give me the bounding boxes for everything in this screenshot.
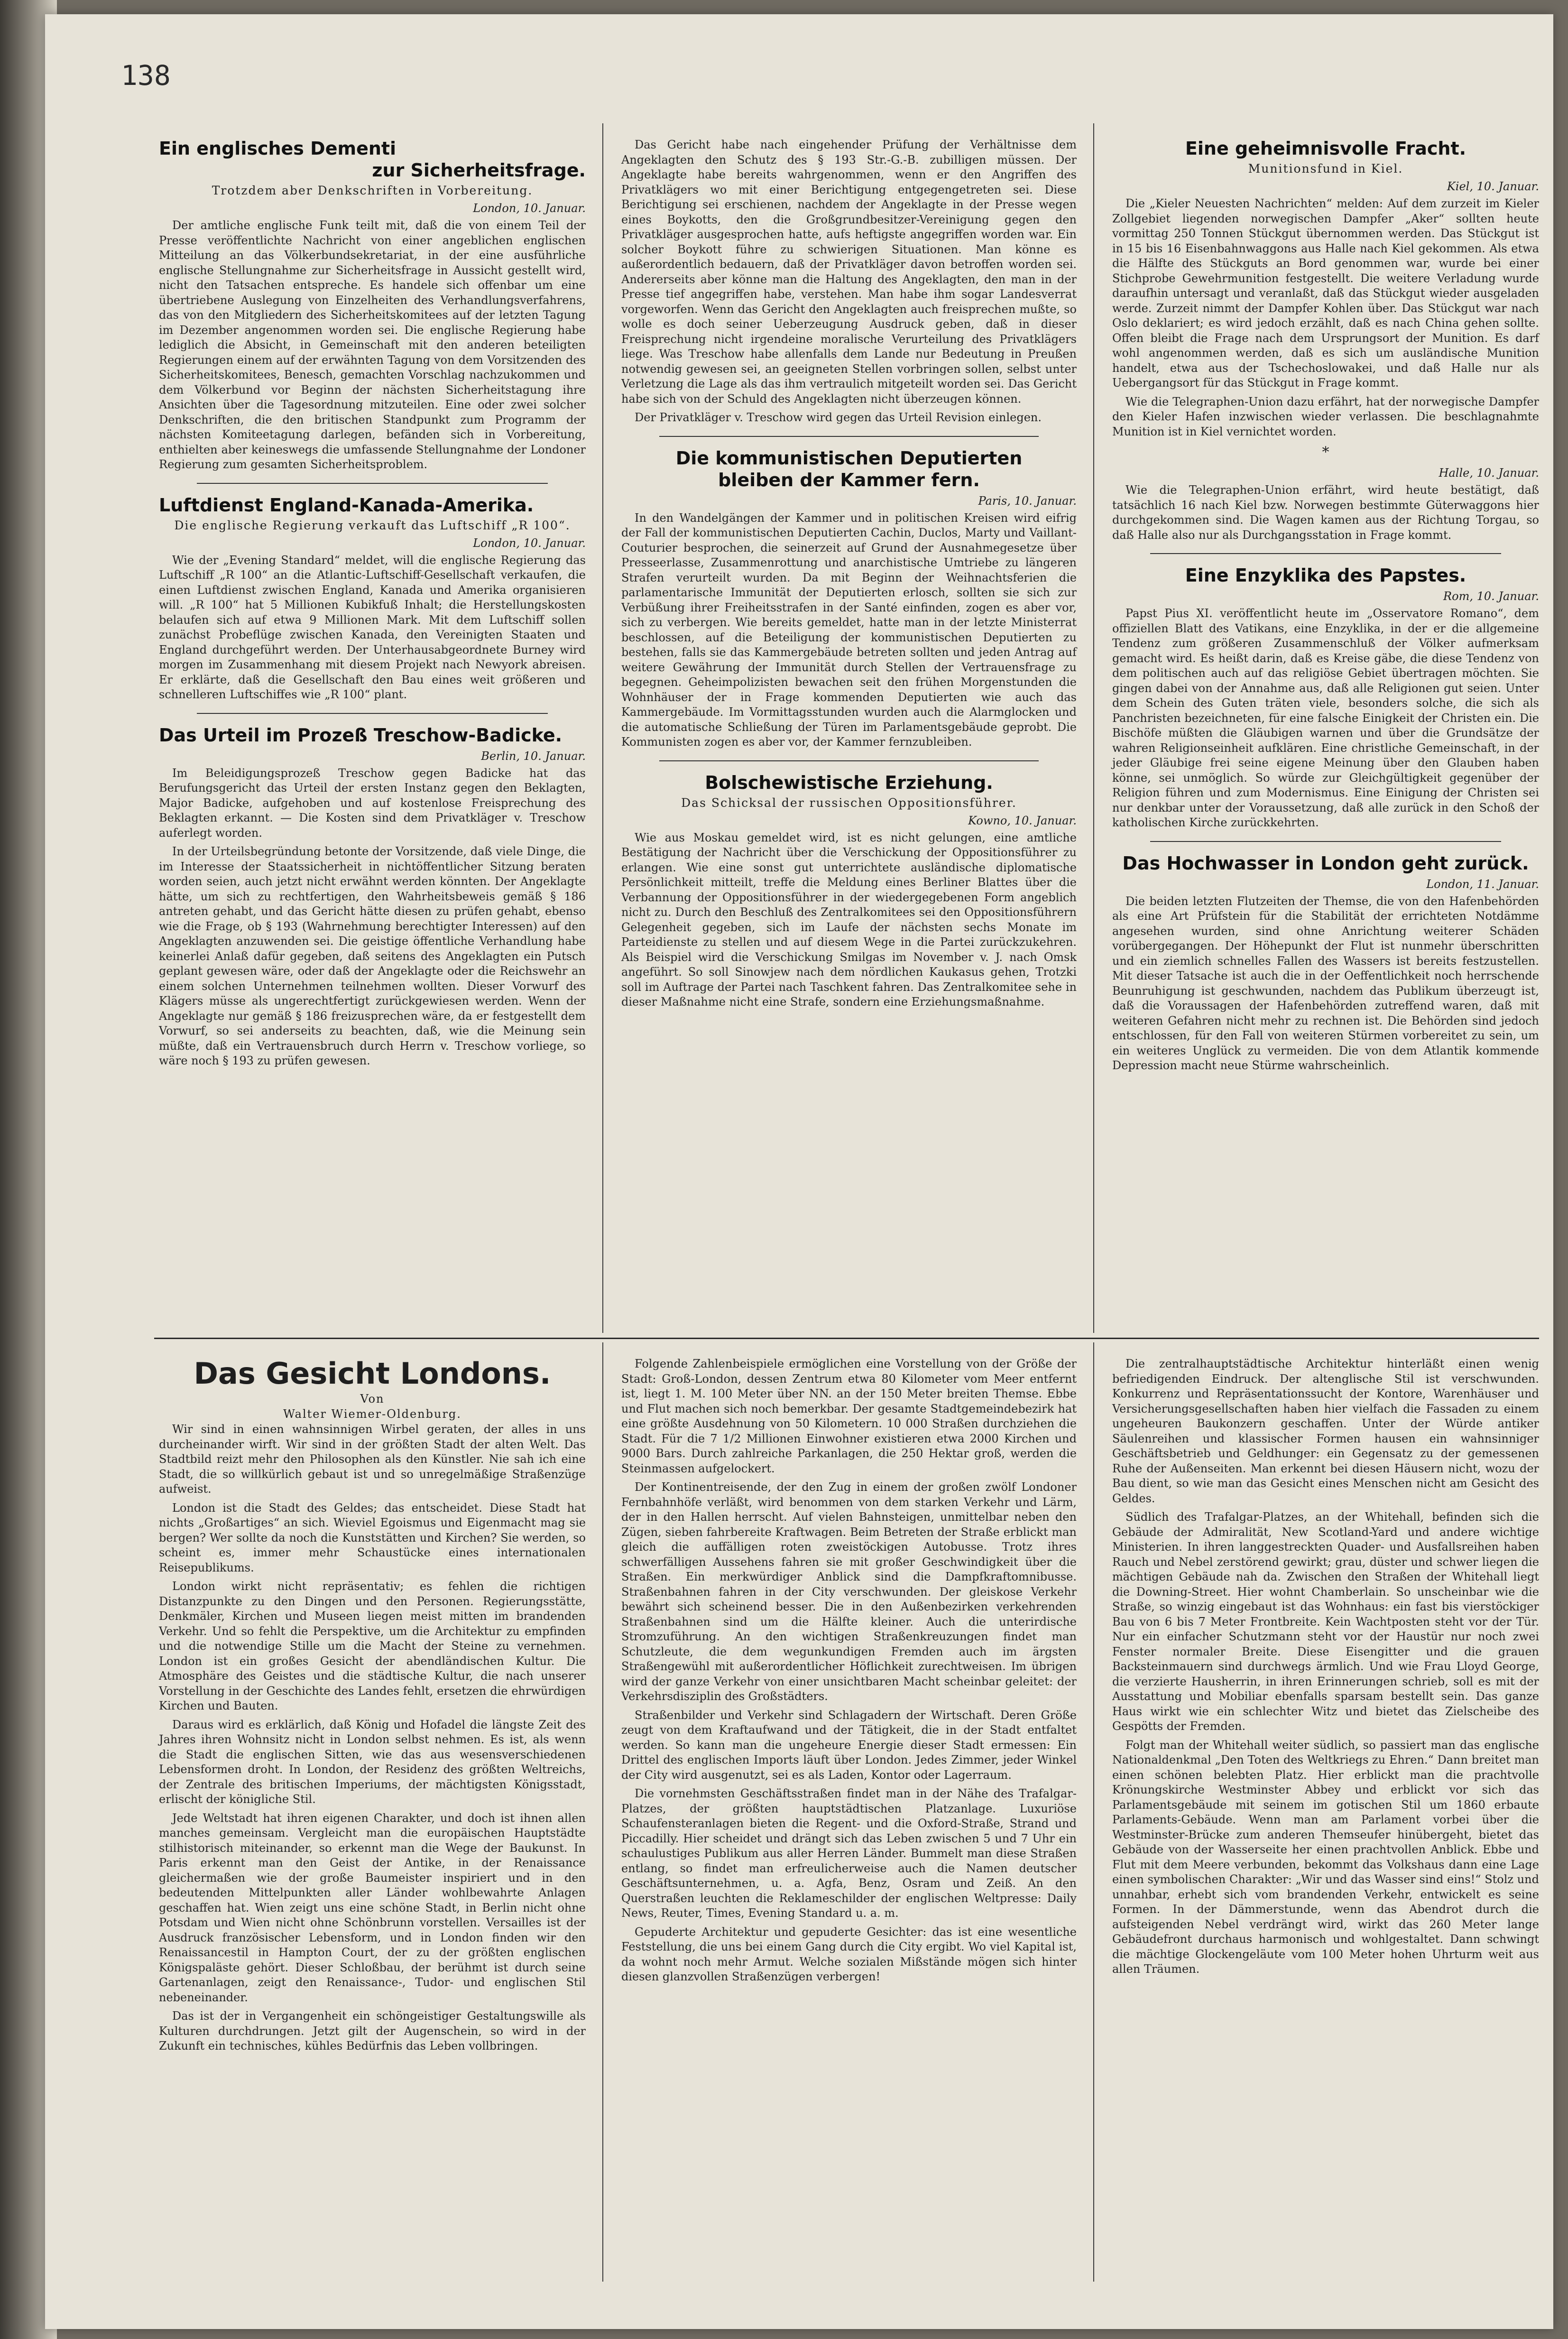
feuilleton-paragraph: Die vornehmsten Geschäftsstraßen findet man in der Nähe des Trafalgar-Platzes, der größten hauptstädtischen Platzanlage. Luxuriöse Schaufensteranlagen bieten die Regent- und die Oxford-Straße, Strand und Piccadilly. Hier scheidet und drängt sich das Leben zwischen 5 und 7 Uhr ein schaulustiges Publikum aus aller Herren Länder. Bummelt man diese Straßen entlang, so findet man erfreulicherweise auch die Namen deutscher Geschäftsunternehmen, u. a. Agfa, Benz, Osram und Zeiß. An den Querstraßen leuchten die Reklameschilder der englischen Weltpresse: Daily News, Reuter, Times, Evening Standard u. a. m. (621, 1787, 1077, 1920)
article-text-hochwasser: Die beiden letzten Flutzeiten der Themse, die von den Hafenbehörden als eine Art Prüfstein für die Stabilität der errichteten Notdämme angesehen wurden, sind ohne Anrichtung weiterer Schäden vorübergegangen. Der Höhepunkt der Flut ist nunmehr überschritten und ein ziemlich schnelles Fallen des Wassers ist bereits festzustellen. Mit dieser Tatsache ist auch die in der Oeffentlichkeit noch herrschende Beunruhigung ist geschwunden, nachdem das Publikum überzeugt ist, daß die Voraussagen der Hafenbehörden zutreffend waren, daß mit weiteren Gefahren nicht mehr zu rechnen ist. Die Behörden sind jedoch entschlossen, für den Fall von weiteren Stürmen vorbereitet zu sein, um ein weiteres Unglück zu vermeiden. Die von dem Atlantik kommende Depression macht neue Stürme wahrscheinlich. (1112, 894, 1539, 1072)
headline-urteil: Das Urteil im Prozeß Treschow-Badicke. (159, 724, 563, 746)
column-rule-4 (1093, 1342, 1094, 2282)
dateline-hochwasser: London, 11. Januar. (1426, 877, 1539, 891)
subtitle-fracht: Munitionsfund in Kiel. (1248, 162, 1403, 176)
subtitle-dementi: Trotzdem aber Denkschriften in Vorbereitung. (212, 184, 533, 197)
asterisk-divider: * (1322, 444, 1329, 461)
feuilleton-paragraph: London wirkt nicht repräsentativ; es fehlen die richtigen Distanzpunkte zu den Dingen und den Personen. Regierungsstätte, Denkmäler, Kirchen und Museen liegen meist mitten im brandenden Verkehr. Und so fehlt die Perspektive, um die Architektur zu empfinden und die notwendige Stille um die Macht der Steine zu vernehmen. London ist ein großes Gesicht der abendländischen Kultur. Die Atmosphäre des Geistes und die städtische Kultur, die nach unserer Vorstellung in der Geschichte des Landes fehlt, ersetzen die ehrwürdigen Kirchen und Bauten. (159, 1580, 586, 1712)
byline-von: Von (360, 1392, 385, 1405)
column-3 (1112, 138, 1539, 1077)
article-text-fracht-2: Wie die Telegraphen-Union dazu erfährt, hat der norwegische Dampfer den Kieler Hafen inzwischen wieder verlassen. Die beschlagnahmte Munition ist in Kiel vernichtet worden. (1112, 395, 1539, 438)
newspaper-page (45, 14, 1553, 2329)
article-text-erziehung: Wie aus Moskau gemeldet wird, ist es nicht gelungen, eine amtliche Bestätigung der Nachricht über die Verschickung der Oppositionsführer zu erlangen. Wie eine sonst gut unterrichtete ausländische diplomatische Persönlichkeit mitteilt, treffe die Meldung eines Berliner Blattes über die Verbannung der Oppositionsführer in der wiedergegebenen Form angeblich nicht zu. Durch den Beschluß des Zentralkomitees sei den Oppositionsführern Gelegenheit gegeben, sich im Laufe der nächsten sechs Monate im Parteidienste zu stellen und auf diesem Wege in die Partei zurückzukehren. Als Beispiel wird die Verschickung Smilgas im November v. J. nach Omsk angeführt. So soll Sinowjew nach dem nördlichen Kaukasus gehen, Trotzki soll im Auftrage der Partei nach Taschkent fahren. Das Zentralkomitee sehe in dieser Maßnahme nicht eine Strafe, sondern eine Erziehungsmaßnahme. (621, 831, 1077, 1008)
section-rule (154, 1338, 1539, 1339)
dateline-erziehung: Kowno, 10. Januar. (968, 814, 1077, 827)
feuilleton-paragraph: Folgende Zahlenbeispiele ermöglichen eine Vorstellung von der Größe der Stadt: Groß-London, dessen Zentrum etwa 80 Kilometer vom Meer entfernt ist, liegt 1. M. 100 Meter über NN. an der 150 Meter breiten Themse. Ebbe und Flut machen sich noch bemerkbar. Der gesamte Stadtgemeindebezirk hat eine größte Ausdehnung von 50 Kilometern. 10 000 Straßen durchziehen die Stadt. Für die 7 1/2 Millionen Einwohner existieren etwa 2000 Kirchen und 9000 Bars. Durch zahlreiche Parkanlagen, die 250 Hektar groß, werden die Steinmassen aufgelockert. (621, 1357, 1077, 1475)
headline-enzyklika: Eine Enzyklika des Papstes. (1185, 565, 1467, 586)
feuilleton-paragraph: Das ist der in Vergangenheit ein schöngeistiger Gestaltungswille als Kulturen durchdrungen. Jetzt gilt der Augenschein, so wird in der Zukunft ein technisches, kühles Bedürfnis das Leben vollbringen. (159, 2009, 586, 2052)
column-2 (621, 138, 1077, 1014)
dateline-luftdienst: London, 10. Januar. (473, 536, 586, 550)
column-rule-2 (1093, 123, 1094, 1333)
article-text-urteil-2: In der Urteilsbegründung betonte der Vorsitzende, daß viele Dinge, die im Interesse der Staatssicherheit in nichtöffentlicher Sitzung beraten worden seien, auch jetzt nicht erwähnt werden könnten. Der Angeklagte hätte, um sich zu rechtfertigen, den Wahrheitsbeweis gemäß § 186 antreten gehabt, und das Gericht hätte diesen zu prüfen gehabt, ebenso wie die Frage, ob § 193 (Wahrnehmung berechtigter Interessen) auf den Angeklagten anzuwenden sei. Die geistige öffentliche Verhandlung habe keinerlei Anlaß dafür gegeben, daß seitens des Angeklagten ein Putsch geplant gewesen wäre, oder daß der Angeklagte oder die Reichswehr an einem solchen Unternehmen teilnehmen wollten. Dieser Vorwurf des Klägers müsse als ungerechtfertigt zurückgewiesen werden. Wenn der Angeklagte nur gemäß § 186 freizusprechen wäre, da er festgestellt dem Vorwurf, so sei anderseits zu beachten, daß, wie die Meinung sein müßte, daß ein Vertrauensbruch durch Herrn v. Treschow vorliege, so wäre noch § 193 zu prüfen gewesen. (159, 845, 586, 1067)
article-text-urteil-1: Im Beleidigungsprozeß Treschow gegen Badicke hat das Berufungsgericht das Urteil der ersten Instanz gegen den Beklagten, Major Badicke, aufgehoben und auf kostenlose Freisprechung des Beklagten erkannt. — Die Kosten sind dem Privatkläger v. Treschow auferlegt worden. (159, 766, 586, 840)
headline-dementi: Ein englisches Dementi (159, 138, 397, 159)
feuilleton-title: Das Gesicht Londons. (194, 1356, 551, 1391)
headline-deputierte-line2: bleiben der Kammer fern. (718, 469, 980, 490)
dateline-deputierte: Paris, 10. Januar. (978, 494, 1077, 508)
feuilleton-paragraph: Jede Weltstadt hat ihren eigenen Charakter, und doch ist ihnen allen manches gemeinsam. Vergleicht man die europäischen Hauptstädte stilhistorisch miteinander, so erkennt man die Wege der Baukunst. In Paris erkennt man den Geist der Antike, in der Renaissance gleichermaßen wie der große Baumeister inspiriert und in den bedeutenden Mittelpunkten aller Länder wohlbewahrte Anlagen geschaffen hat. Wien zeigt uns eine schöne Stadt, in Berlin nicht ohne Potsdam und Wien nicht ohne Schönbrunn vorstellen. Versailles ist der Ausdruck französischer Lebensform, und in London finden wir den Renaissancestil in Hampton Court, der zu der größten englischen Königspaläste gehört. Dieser Schloßbau, der berühmt ist durch seine Gartenanlagen, zeigt den Renaissance-, Tudor- und englischen Stil nebeneinander. (159, 1811, 586, 2004)
feuilleton-paragraph: Gepuderte Architektur und gepuderte Gesichter: das ist eine wesentliche Feststellung, die uns bei einem Gang durch die City ergibt. Wo viel Kapital ist, da wohnt noch mehr Armut. Welche sozialen Mißstände mögen sich hinter diesen glanzvollen Straßenzügen verbergen! (621, 1925, 1077, 1983)
headline-hochwasser: Das Hochwasser in London geht zurück. (1122, 852, 1529, 874)
column-rule-1 (602, 123, 603, 1333)
column-1 (159, 138, 586, 1072)
headline-erziehung: Bolschewistische Erziehung. (705, 772, 993, 793)
feuilleton-column-1 (159, 1357, 586, 2058)
headline-fracht: Eine geheimnisvolle Fracht. (1185, 138, 1467, 159)
separator (1150, 553, 1501, 554)
headline-deputierte: Die kommunistischen Deputierten (675, 447, 1023, 469)
subtitle-erziehung: Das Schicksal der russischen Oppositionsführer. (681, 795, 1017, 810)
article-text-urteil-4: Der Privatkläger v. Treschow wird gegen das Urteil Revision einlegen. (635, 411, 1042, 424)
dateline-fracht-2: Halle, 10. Januar. (1439, 466, 1539, 480)
article-text-dementi: Der amtliche englische Funk teilt mit, daß die von einem Teil der Presse veröffentlichte Nachricht von einer angeblichen englischen Mitteilung an das Völkerbundsekretariat, in der eine ausführliche englische Stellungnahme zur Sicherheitsfrage in Aussicht gestellt wird, nicht den Tatsachen entspreche. Es handele sich offenbar um eine übertriebene Auslegung von Einzelheiten des Verhandlungsverfahrens, das von den Mitgliedern des Sicherheitskomitees auf der letzten Tagung im Dezember angenommen worden sei. Die englische Regierung habe lediglich die Absicht, in Gemeinschaft mit den anderen beteiligten Regierungen einem auf der erwähnten Tagung von dem Vorsitzenden des Sicherheitskomitees, Benesch, gemachten Vorschlag nachzukommen und dem Völkerbund vor Beginn der nächsten Sicherheitstagung ihre Ansichten über die Tagesordnung mitzuteilen. Eine oder zwei solcher Denkschriften, die den britischen Standpunkt zum Programm der nächsten Komiteetagung darlegen, befänden sich in Vorbereitung, enthielten aber keineswegs die umfassende Stellungnahme der Londoner Regierung zum gesamten Sicherheitsproblem. (159, 219, 586, 471)
headline-dementi-line2: zur Sicherheitsfrage. (372, 160, 586, 181)
feuilleton-paragraph: Daraus wird es erklärlich, daß König und Hofadel die längste Zeit des Jahres ihren Wohnsitz nicht in London selbst nehmen. Es ist, als wenn die Stadt die englischen Sitten, wie das aus wesensverschiedenen Lebensformen droht. In London, der Residenz des größten Weltreichs, der Zentrale des britischen Imperiums, der mächtigsten Königsstadt, erlischt der königliche Stil. (159, 1718, 586, 1806)
article-text-urteil-3: Das Gericht habe nach eingehender Prüfung der Verhältnisse dem Angeklagten den Schutz des § 193 Str.-G.-B. zubilligen müssen. Der Angeklagte habe bereits wahrgenommen, wenn er den Angriffen des Privatklägers wo mit einer Berichtigung entgegengetreten sei. Diese Berichtigung sei erschienen, nachdem der Angeklagte in der Presse wegen eines Boykotts, den die Großgrundbesitzer-Vereinigung gegen den Privatkläger ausgesprochen hatte, aufs heftigste angegriffen worden war. Ein solcher Boykott führe zu schwierigen Situationen. Man könne es außerordentlich bedauern, daß der Privatkläger davon betroffen worden sei. Andererseits aber könne man die Haltung des Angeklagten, den man in der Presse tief angegriffen habe, verstehen. Man habe ihm sogar Landesverrat vorgeworfen. Wenn das Gericht den Angeklagten auch freisprechen mußte, so wolle es doch seiner Ueberzeugung Ausdruck geben, daß in dieser Freisprechung nicht irgendeine moralische Verurteilung des Privatklägers liege. Was Treschow habe allenfalls dem Lande nur Bedeutung in Preußen notwendig gewesen sei, an geeigneten Stellen vorbringen sollen, selbst unter Verletzung die Lage als das ihm vertraulich mitgeteilt worden sei. Das Gericht habe sich von der Schuld des Angeklagten nicht überzeugen können. (621, 138, 1077, 406)
dateline-enzyklika: Rom, 10. Januar. (1443, 590, 1539, 603)
feuilleton-paragraph: Folgt man der Whitehall weiter südlich, so passiert man das englische Nationaldenkmal „Den Toten des Weltkriegs zu Ehren.“ Dann breitet man einen schönen belebten Platz. Hier erblickt man die prachtvolle Krönungskirche Westminster Abbey und erblickt vor sich das Parlamentsgebäude mit seinem im gotischen Stil um 1860 erbaute Parlaments-Gebäude. Wenn man am Parlament vorbei über die Westminster-Brücke zum anderen Themseufer hinübergeht, bietet das Gebäude von der Wasserseite her einen prachtvollen Anblick. Ebbe und Flut mit dem Meere verbunden, bekommt das Volkshaus dann eine Lage einen symbolischen Charakter: „Wir und das Wasser sind eins!“ Stolz und unnahbar, erhebt sich vom brandenden Verkehr, entwickelt es seine Formen. In der Dämmerstunde, wenn das Abendrot durch die aufsteigenden Nebel verdrängt wird, wirkt das 260 Meter lange Gebäudefront durchaus harmonisch und wohlgestaltet. Dann schwingt die mächtige Glockengeläute vom 100 Meter hohen Uhrturm weit aus allen Träumen. (1112, 1738, 1539, 1976)
column-rule-3 (602, 1342, 603, 2282)
feuilleton-paragraph: London ist die Stadt des Geldes; das entscheidet. Diese Stadt hat nichts „Großartiges“ an sich. Wieviel Egoismus und Eigenmacht mag sie bergen? Wer sollte da noch die Kunststätten und Kirchen? Sie werden, so scheint es, immer mehr Schaustücke eines internationalen Reisepublikums. (159, 1501, 586, 1574)
separator (659, 436, 1039, 437)
headline-luftdienst: Luftdienst England-Kanada-Amerika. (159, 494, 534, 516)
dateline-dementi: London, 10. Januar. (473, 202, 586, 215)
feuilleton-paragraph: Der Kontinentreisende, der den Zug in einem der großen zwölf Londoner Fernbahnhöfe verläßt, wird benommen von dem starken Verkehr und Lärm, der in den Hallen herrscht. Auf vielen Bahnsteigen, unmittelbar neben den Zügen, sieben fahrbereite Kraftwagen. Beim Betreten der Straße erblickt man gleich die auffälligen roten zweistöckigen Autobusse. Trotz ihres schwerfälligen Aussehens fahren sie mit großer Geschwindigkeit über die Straßen. Ein merkwürdiger Anblick sind die Dampfkraftomnibusse. Straßenbahnen fahren in der City verschwunden. Der gleiskose Verkehr bewährt sich scheinend besser. Die in den Außenbezirken verkehrenden Straßenbahnen sind um die Hälfte kleiner. Auch die unterirdische Stromzuführung. An den wichtigen Straßenkreuzungen findet man Schutzleute, die dem wegunkundigen Fremden auch im ärgsten Straßengewühl mit außerordentlicher Höflichkeit zurechtweisen. Im übrigen wird der ganze Verkehr von einer unsichtbaren Macht scheinbar geleitet: der Verkehrsdisziplin des Großstädters. (621, 1480, 1077, 1703)
page-number: 138 (121, 59, 171, 92)
feuilleton-paragraph: Südlich des Trafalgar-Platzes, an der Whitehall, befinden sich die Gebäude der Admiralität, New Scotland-Yard und andere wichtige Ministerien. In ihren langgestreckten Quader- und Ausfallsreihen haben Rauch und Nebel zerstörend gewirkt; grau, düster und schwer liegen die mächtigen Gebäude nah da. Zwischen den Straßen der Whitehall liegt die Downing-Street. Hier wohnt Chamberlain. So unscheinbar wie die Straße, so winzig eingebaut ist das Wohnhaus: ein fast bis vierstöckiger Bau von 6 bis 7 Meter Frontbreite. Kein Wachtposten steht vor der Tür. Nur ein einfacher Schutzmann steht vor der Haustür nur noch zwei Fenster normaler Breite. Diese Eisengitter und die grauen Backsteinmauern sind durchwegs ärmlich. Und wie Frau Lloyd George, die verzierte Hausherrin, in ihren Erinnerungen schrieb, soll es mit der Ausstattung und Mobiliar ebenfalls sparsam bestellt sein. Das ganze Haus wirkt wie ein schlechter Witz und bietet das Zielscheibe des Gespötts der Fremden. (1112, 1510, 1539, 1733)
feuilleton-paragraph: Wir sind in einen wahnsinnigen Wirbel geraten, der alles in uns durcheinander wirft. Wir sind in der größten Stadt der alten Welt. Das Stadtbild reizt mehr den Philosophen als den Künstler. Nie sah ich eine Stadt, die so willkürlich gebaut ist und so unregelmäßige Straßenzüge aufweist. (159, 1423, 586, 1496)
subtitle-luftdienst: Die englische Regierung verkauft das Luftschiff „R 100“. (174, 518, 571, 532)
separator (197, 713, 548, 714)
separator (197, 483, 548, 484)
byline-author: Walter Wiemer-Oldenburg. (283, 1407, 461, 1421)
feuilleton-paragraph: Die zentralhauptstädtische Architektur hinterläßt einen wenig befriedigenden Eindruck. Der altenglische Stil ist verschwunden. Konkurrenz und Repräsentationssucht der Kontore, Warenhäuser und Versicherungsgesellschaften haben hier vielfach die Fassaden zu einem ungeheuren Baukonzern geschaffen. Unter der Würde antiker Säulenreihen und klassischer Formen hausen ein wahnsinniger Geschäftsbetrieb und Geldhunger: ein Gegensatz zu der gemessenen Ruhe der Außenseiten. Man erkennt bei diesen Häusern nicht, wozu der Bau dient, so wie man das Gesicht eines Menschen nicht am Gesicht des Geldes. (1112, 1357, 1539, 1505)
separator (659, 760, 1039, 761)
feuilleton-column-3 (1112, 1357, 1539, 1981)
separator (1150, 841, 1501, 842)
article-text-fracht: Die „Kieler Neuesten Nachrichten“ melden: Auf dem zurzeit im Kieler Zollgebiet liegenden norwegischen Dampfer „Aker“ sollten heute vormittag 250 Tonnen Stückgut übernommen werden. Das Stückgut ist in 15 bis 16 Eisenbahnwaggons aus Halle nach Kiel gekommen. Als etwa die Hälfte des Stückguts an Bord genommen war, wurde bei einer Stichprobe Gewehrmunition festgestellt. Die weitere Verladung wurde daraufhin untersagt und veranlaßt, daß das Stückgut wieder ausgeladen werde. Zurzeit nimmt der Dampfer Kohlen über. Das Stückgut war nach Oslo deklariert; es wird jedoch erzählt, daß es nach China gehen sollte. Offen bleibt die Frage nach dem Ursprungsort der Munition. Es darf wohl angenommen werden, daß es sich um ausländische Munition handelt, etwa aus der Tschechoslowakei, und daß Halle nur als Uebergangsort für das Stückgut in Frage kommt. (1112, 197, 1539, 389)
feuilleton-column-2 (621, 1357, 1077, 1988)
feuilleton-paragraph: Straßenbilder und Verkehr sind Schlagadern der Wirtschaft. Deren Größe zeugt von dem Kraftaufwand und der Tätigkeit, die in der Stadt entfaltet werden. So kann man die ungeheure Energie dieser Stadt ermessen: Ein Drittel des englischen Imports läuft über London. Jedes Zimmer, jeder Winkel der City wird ausgenutzt, sei es als Laden, Kontor oder Lagerraum. (621, 1708, 1077, 1782)
dateline-urteil: Berlin, 10. Januar. (481, 749, 586, 763)
article-text-fracht-3: Wie die Telegraphen-Union erfährt, wird heute bestätigt, daß tatsächlich 16 nach Kiel bzw. Norwegen bestimmte Güterwaggons hier durchgekommen sind. Die Wagen kamen aus der Richtung Torgau, so daß Halle also nur als Durchgangsstation in Frage kommt. (1112, 483, 1539, 542)
dateline-fracht: Kiel, 10. Januar. (1447, 180, 1539, 193)
article-text-luftdienst: Wie der „Evening Standard“ meldet, will die englische Regierung das Luftschiff „R 100“ an die Atlantic-Luftschiff-Gesellschaft verkaufen, die einen Luftdienst zwischen England, Kanada und Amerika organisieren will. „R 100“ hat 5 Millionen Kubikfuß Inhalt; die Herstellungskosten belaufen sich auf etwa 9 Millionen Mark. Mit dem Luftschiff sollen zunächst Probeflüge zwischen Kanada, den Vereinigten Staaten und England durchgeführt werden. Der Unterhausabgeordnete Burney wird morgen im Zusammenhang mit diesem Projekt nach Newyork abreisen. Er erklärte, daß die Gesellschaft den Bau eines weit größeren und schnelleren Luftschiffes wie „R 100“ plant. (159, 553, 586, 701)
article-text-enzyklika: Papst Pius XI. veröffentlicht heute im „Osservatore Romano“, dem offiziellen Blatt des Vatikans, eine Enzyklika, in der er die allgemeine Tendenz zum größeren Zusammenschluß der Völker aufmerksam gemacht wird. Es heißt darin, daß es Kreise gäbe, die diese Tendenz von dem politischen auch auf das religiöse Gebiet übertragen möchten. Sie gingen dabei von der Annahme aus, daß alle Religionen gut seien. Unter dem Schein des Guten träten viele, besonders solche, die sich als Panchristen bezeichneten, für eine falsche Einigkeit der Christen ein. Die Bischöfe müßten die Gläubigen warnen und über die Grundsätze der wahren Religionseinheit aufklären. Eine christliche Gemeinschaft, in der jeder Gläubige frei seine eigene Meinung über den Glauben haben könne, sei unmöglich. So würde zur Gleichgültigkeit gegenüber der Religion führen und zum Modernismus. Eine Einigung der Christen sei nur denkbar unter der Voraussetzung, daß alle zurück in den Schoß der katholischen Kirche zurückkehrten. (1112, 607, 1539, 829)
article-text-deputierte: In den Wandelgängen der Kammer und in politischen Kreisen wird eifrig der Fall der kommunistischen Deputierten Cachin, Duclos, Marty und Vaillant-Couturier besprochen, die seinerzeit auf Grund der Ausnahmegesetze über Presseerlasse, Zusammenrottung und anarchistische Umtriebe zu längeren Strafen verurteilt wurden. Da mit Beginn der Weihnachtsferien die parlamentarische Immunität der Deputierten erlosch, sollten sie sich zur Verbüßung ihrer Freiheitsstrafen in der Santé einfinden, zogen es aber vor, sich zu verbergen. Wie bereits gemeldet, hatte man in der letzte Ministerrat beschlossen, auf die Beteiligung der kommunistischen Deputierten zu bestehen, falls sie das Kammergebäude betreten sollten und jeden Antrag auf weitere Gewährung der Immunität durch Stellen der Vertrauensfrage zu begegnen. Geheimpolizisten bewachen seit den frühen Morgenstunden die Wohnhäuser der in Frage kommenden Deputierten wie auch das Kammergebäude. Im Vormittagsstunden wurden auch die Alarmglocken und die automatische Schließung der Türen im Parlamentsgebäude geprobt. Die Kommunisten zogen es aber vor, der Kammer fernzubleiben. (621, 511, 1077, 749)
